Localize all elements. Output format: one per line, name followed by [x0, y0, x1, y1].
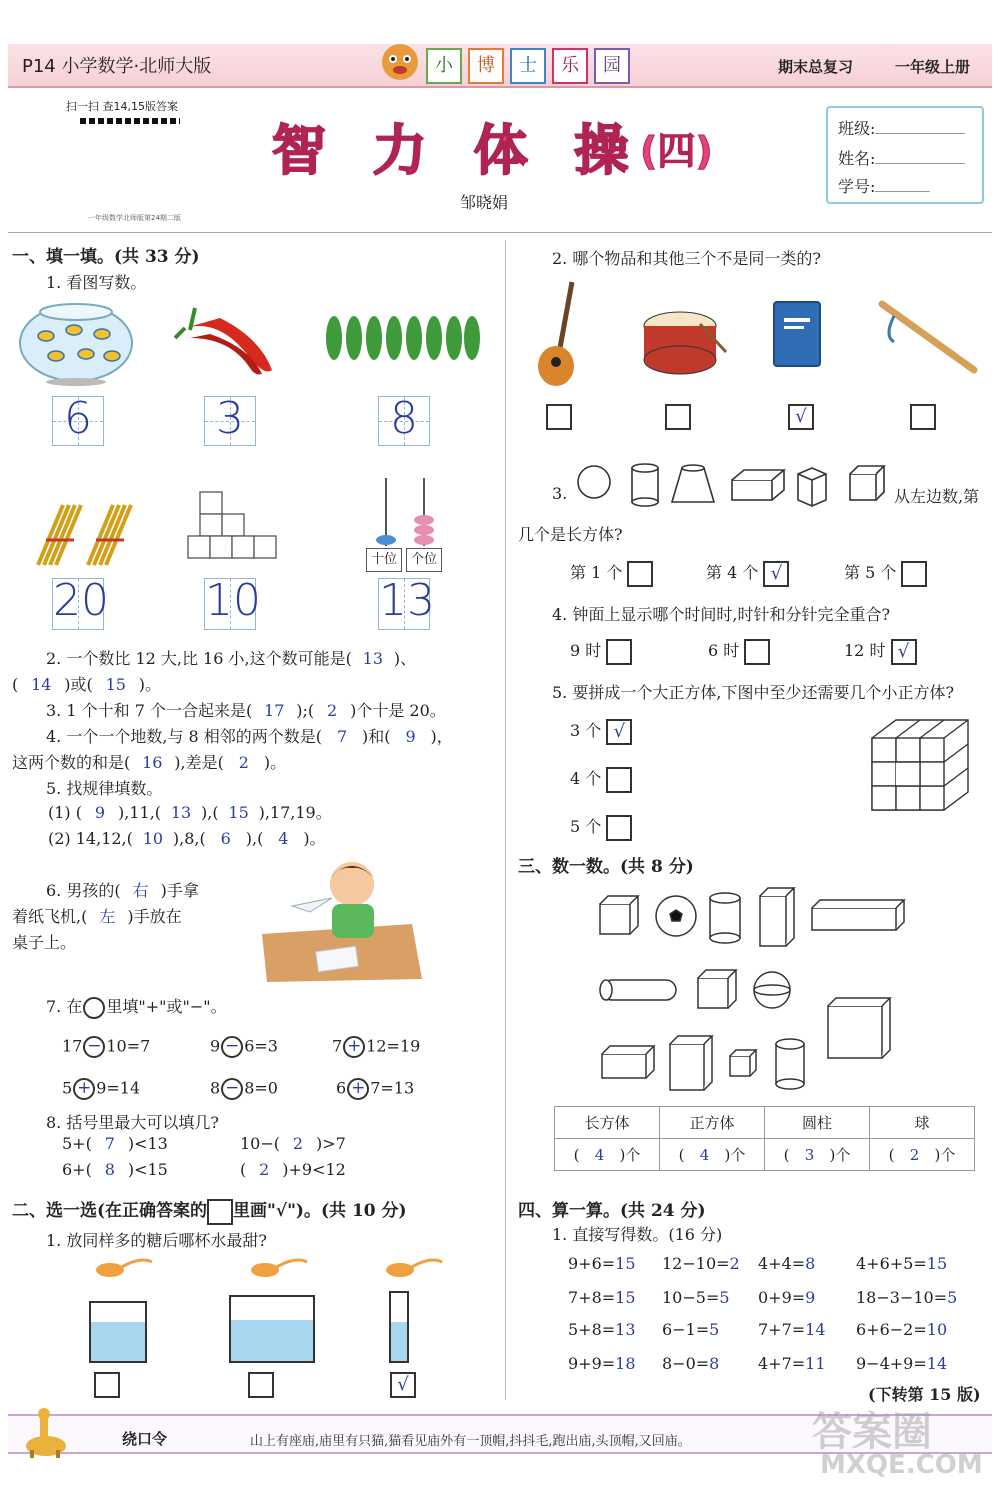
answer[interactable]: 9: [805, 1288, 816, 1307]
logo-char: 小: [426, 48, 462, 84]
q7-item: 17 − 10=7: [62, 1036, 151, 1056]
answer-checkbox[interactable]: [665, 404, 691, 430]
answer-checkbox[interactable]: [248, 1372, 274, 1398]
table-header: 球: [870, 1107, 975, 1139]
answer[interactable]: 5: [709, 1320, 720, 1339]
table-cell[interactable]: ( 4 )个: [660, 1139, 765, 1171]
answer-checkbox[interactable]: √: [891, 639, 917, 665]
table-cell[interactable]: ( 4 )个: [555, 1139, 660, 1171]
answer[interactable]: 2: [259, 1160, 270, 1179]
continue-note: (下转第 15 版): [868, 1385, 981, 1404]
flute-image: [874, 296, 984, 380]
answer[interactable]: 10: [142, 829, 164, 848]
q8-item: 5+( 7 )<13: [62, 1134, 168, 1153]
answer-checkbox[interactable]: √: [763, 561, 789, 587]
watermark-url: MXQE.COM: [820, 1450, 983, 1480]
boy-with-plane-image: [262, 854, 422, 988]
answer[interactable]: 8: [805, 1254, 816, 1273]
watermark: 答案圈: [812, 1409, 932, 1455]
s2-q2: 2. 哪个物品和其他三个不是同一类的?: [552, 249, 821, 268]
q8-item: ( 2 )+9<12: [240, 1160, 346, 1179]
answer[interactable]: 13: [615, 1320, 636, 1339]
abacus-label-tens: 十位: [366, 548, 402, 572]
section1-title: 一、填一填。(共 33 分): [12, 247, 200, 267]
answer[interactable]: 7: [104, 1134, 115, 1153]
s2-q5: 5. 要拼成一个大正方体,下图中至少还需要几个小正方体?: [552, 683, 955, 702]
logo-char: 园: [594, 48, 630, 84]
answer-grid[interactable]: [52, 393, 104, 446]
answer[interactable]: 8: [104, 1160, 115, 1179]
answer[interactable]: 13: [170, 803, 192, 822]
calc-item: 9−4+9=14: [856, 1354, 948, 1373]
calc-item: 0+9=9: [758, 1288, 816, 1307]
operator-circle[interactable]: −: [221, 1078, 243, 1100]
answer[interactable]: 2: [729, 1254, 740, 1273]
answer-checkbox[interactable]: √: [606, 719, 632, 745]
circle-blank-icon: [83, 997, 105, 1019]
s2-q4: 4. 钟面上显示哪个时间时,时针和分针完全重合?: [552, 605, 891, 624]
q5-option: 4 个: [570, 766, 632, 793]
abacus-image: [364, 478, 444, 552]
section3-title: 三、数一数。(共 8 分): [518, 857, 694, 877]
answer-grid[interactable]: [52, 575, 109, 630]
s1-q6-line2: 着纸飞机,( 左 )手放在: [12, 904, 182, 927]
id-field[interactable]: 学号:: [838, 174, 930, 197]
solids-row-image: [574, 460, 894, 514]
answer[interactable]: 右: [132, 881, 149, 900]
page-subtitle: (四): [640, 129, 713, 173]
s2-q3-text2: 几个是长方体?: [518, 525, 623, 544]
q7-item: 6 + 7=13: [336, 1078, 415, 1098]
answer-checkbox[interactable]: [606, 815, 632, 841]
operator-circle[interactable]: −: [221, 1036, 243, 1058]
answer[interactable]: 5: [719, 1288, 730, 1307]
s2-q3-num: 3.: [552, 484, 568, 503]
s1-q5: 5. 找规律填数。: [46, 779, 163, 798]
q8-item: 6+( 8 )<15: [62, 1160, 168, 1179]
answer[interactable]: 2: [292, 1134, 304, 1153]
calc-item: 4+6+5=15: [856, 1254, 948, 1273]
q7-item: 5 + 9=14: [62, 1078, 141, 1098]
operator-circle[interactable]: +: [343, 1036, 365, 1058]
s1-q4-line1: 4. 一个一个地数,与 8 相邻的两个数是( 7 )和( 9 )，: [46, 727, 453, 746]
answer-digit: 10: [205, 575, 261, 626]
answer[interactable]: 15: [615, 1288, 636, 1307]
q8-item: 10−( 2 )>7: [240, 1134, 346, 1153]
q7-item: 7 + 12=19: [332, 1036, 421, 1056]
logo-char: 士: [510, 48, 546, 84]
qr-footnote: 一年级数学北师版第24期二版: [88, 214, 181, 222]
answer-digit: 6: [64, 393, 92, 444]
s1-q4-line2: 这两个数的和是( 16 ),差是( 2 )。: [12, 753, 287, 772]
q3-option: 第 1 个: [570, 560, 653, 587]
calc-item: 7+8=15: [568, 1288, 636, 1307]
q4-option: 9 时: [570, 638, 632, 665]
answer[interactable]: 14: [805, 1320, 826, 1339]
q3-option: 第 5 个: [844, 560, 927, 587]
answer-checkbox[interactable]: [901, 561, 927, 587]
leaves-image: [322, 308, 482, 372]
q7-item: 9 − 6=3: [210, 1036, 278, 1056]
answer-checkbox[interactable]: [606, 767, 632, 793]
answer-digit: 20: [53, 575, 109, 626]
table-cell[interactable]: ( 3 )个: [765, 1139, 870, 1171]
calc-item: 6+6−2=10: [856, 1320, 948, 1339]
s1-q5-1: (1) ( 9 ),11,( 13 ),( 15 ),17,19。: [48, 803, 332, 822]
s2-q3-text: 从左边数,第: [894, 487, 980, 506]
abacus-label-ones: 个位: [406, 548, 442, 572]
calc-item: 5+8=13: [568, 1320, 636, 1339]
chili-image: [170, 298, 280, 382]
answer[interactable]: 2: [327, 701, 338, 720]
operator-circle[interactable]: +: [73, 1078, 95, 1100]
calc-item: 18−3−10=5: [856, 1288, 958, 1307]
answer-digit: 13: [379, 575, 435, 626]
s1-q3: 3. 1 个十和 7 个一合起来是( 17 );( 2 )个十是 20。: [46, 701, 446, 720]
qr-caption: 扫一扫 查14,15版答案: [66, 100, 178, 113]
solids-group-image: [590, 884, 910, 1098]
answer[interactable]: 16: [142, 753, 163, 772]
cups-image: [60, 1256, 460, 1370]
footer-label: 绕口令: [122, 1430, 168, 1448]
s1-q7: 7. 在 里填"+"或"−"。: [46, 994, 227, 1019]
answer[interactable]: 15: [926, 1254, 948, 1273]
footer-tongue-twister: 山上有座庙,庙里有只猫,猫看见庙外有一顶帽,抖抖毛,跑出庙,头顶帽,又回庙。: [250, 1434, 691, 1449]
answer-checkbox[interactable]: √: [788, 404, 814, 430]
q7-item: 8 − 8=0: [210, 1078, 278, 1098]
section4-title: 四、算一算。(共 24 分): [518, 1201, 706, 1221]
answer-checkbox[interactable]: [627, 561, 653, 587]
logo-char: 乐: [552, 48, 588, 84]
answer[interactable]: 左: [99, 907, 116, 926]
answer[interactable]: 17: [264, 701, 285, 720]
grade-label: 一年级上册: [895, 58, 971, 76]
s1-q6-line3: 桌子上。: [12, 933, 77, 952]
name-field[interactable]: 姓名:: [838, 146, 965, 169]
q5-option: 5 个: [570, 814, 632, 841]
title-divider: [8, 232, 992, 233]
review-label: 期末总复习: [778, 58, 854, 76]
s1-q1: 1. 看图写数。: [46, 273, 147, 292]
answer[interactable]: 4: [278, 829, 289, 848]
book-image: [772, 300, 824, 374]
operator-circle[interactable]: −: [83, 1036, 105, 1058]
page-title: 智 力 体 操: [272, 119, 643, 182]
calc-item: 10−5=5: [662, 1288, 730, 1307]
answer[interactable]: 7: [336, 727, 348, 746]
fishbowl-image: [16, 298, 136, 392]
drum-image: [640, 306, 730, 380]
answer[interactable]: 2: [238, 753, 249, 772]
table-header: 正方体: [660, 1107, 765, 1139]
logo-chars: [426, 48, 630, 84]
logo-mascot-icon: [378, 40, 422, 88]
s1-q6-line1: 6. 男孩的( 右 )手拿: [46, 878, 199, 901]
answer-checkbox[interactable]: [744, 639, 770, 665]
answer-grid[interactable]: [204, 575, 261, 630]
answer[interactable]: 5: [947, 1288, 958, 1307]
s4-q1: 1. 直接写得数。(16 分): [552, 1225, 723, 1244]
q5-option: 3 个 √: [570, 718, 632, 745]
answer[interactable]: 14: [926, 1354, 948, 1373]
cube-construction-image: [866, 714, 976, 828]
calc-item: 12−10=2: [662, 1254, 740, 1273]
cubes-stack-image: [180, 484, 280, 578]
answer[interactable]: 15: [105, 675, 126, 694]
column-divider: [505, 240, 506, 1400]
s1-q5-2: (2) 14,12,( 10 ),8,( 6 ),( 4 )。: [48, 829, 326, 848]
qr-code: [58, 118, 184, 208]
count-table: [554, 1106, 975, 1171]
calc-item: 9+9=18: [568, 1354, 636, 1373]
answer-grid[interactable]: [378, 393, 430, 446]
answer-checkbox[interactable]: √: [390, 1372, 416, 1398]
s1-q2-line1: 2. 一个数比 12 大,比 16 小,这个数可能是( 13 )、: [46, 649, 417, 668]
s1-q8: 8. 括号里最大可以填几?: [46, 1113, 219, 1132]
answer[interactable]: 18: [615, 1354, 636, 1373]
sticks-bundles-image: [28, 500, 138, 574]
answer[interactable]: 9: [94, 803, 106, 822]
s1-q2-line2: ( 14 )或( 15 )。: [12, 675, 161, 694]
answer[interactable]: 6: [220, 829, 231, 848]
answer-checkbox[interactable]: [546, 404, 572, 430]
s2-q1: 1. 放同样多的糖后哪杯水最甜?: [46, 1231, 267, 1250]
q3-option: 第 4 个 √: [706, 560, 789, 587]
answer-digit: 8: [390, 393, 418, 444]
author: 邹晓娟: [460, 193, 509, 212]
answer-checkbox[interactable]: [94, 1372, 120, 1398]
calc-item: 8−0=8: [662, 1354, 720, 1373]
answer[interactable]: 15: [228, 803, 249, 822]
table-header: 圆柱: [765, 1107, 870, 1139]
giraffe-icon: [12, 1408, 72, 1462]
logo-char: 博: [468, 48, 504, 84]
answer[interactable]: 14: [31, 675, 52, 694]
calc-item: 6−1=5: [662, 1320, 720, 1339]
answer-grid[interactable]: [378, 575, 435, 630]
answer[interactable]: 9: [405, 727, 416, 746]
operator-circle[interactable]: +: [347, 1078, 369, 1100]
page-book-label: P14 小学数学·北师大版: [22, 56, 212, 77]
calc-item: 7+7=14: [758, 1320, 826, 1339]
guitar-image: [534, 278, 584, 392]
calc-item: 4+7=11: [758, 1354, 826, 1373]
table-header: 长方体: [555, 1107, 660, 1139]
answer[interactable]: 13: [362, 649, 384, 668]
student-info-box: [826, 106, 984, 204]
table-cell[interactable]: ( 2 )个: [870, 1139, 975, 1171]
answer-checkbox[interactable]: [910, 404, 936, 430]
answer-checkbox[interactable]: [606, 639, 632, 665]
answer[interactable]: 8: [709, 1354, 720, 1373]
class-field[interactable]: 班级:: [838, 116, 965, 139]
checkbox-sample-icon: [207, 1199, 233, 1225]
q4-option: 12 时 √: [844, 638, 917, 665]
q4-option: 6 时: [708, 638, 770, 665]
answer[interactable]: 15: [615, 1254, 636, 1273]
answer-digit: 3: [216, 393, 244, 444]
answer-grid[interactable]: [204, 393, 256, 446]
calc-item: 4+4=8: [758, 1254, 816, 1273]
answer[interactable]: 11: [805, 1354, 826, 1373]
answer[interactable]: 10: [926, 1320, 948, 1339]
section2-title: 二、选一选(在正确答案的 里画"√")。(共 10 分): [12, 1196, 407, 1225]
calc-item: 9+6=15: [568, 1254, 636, 1273]
